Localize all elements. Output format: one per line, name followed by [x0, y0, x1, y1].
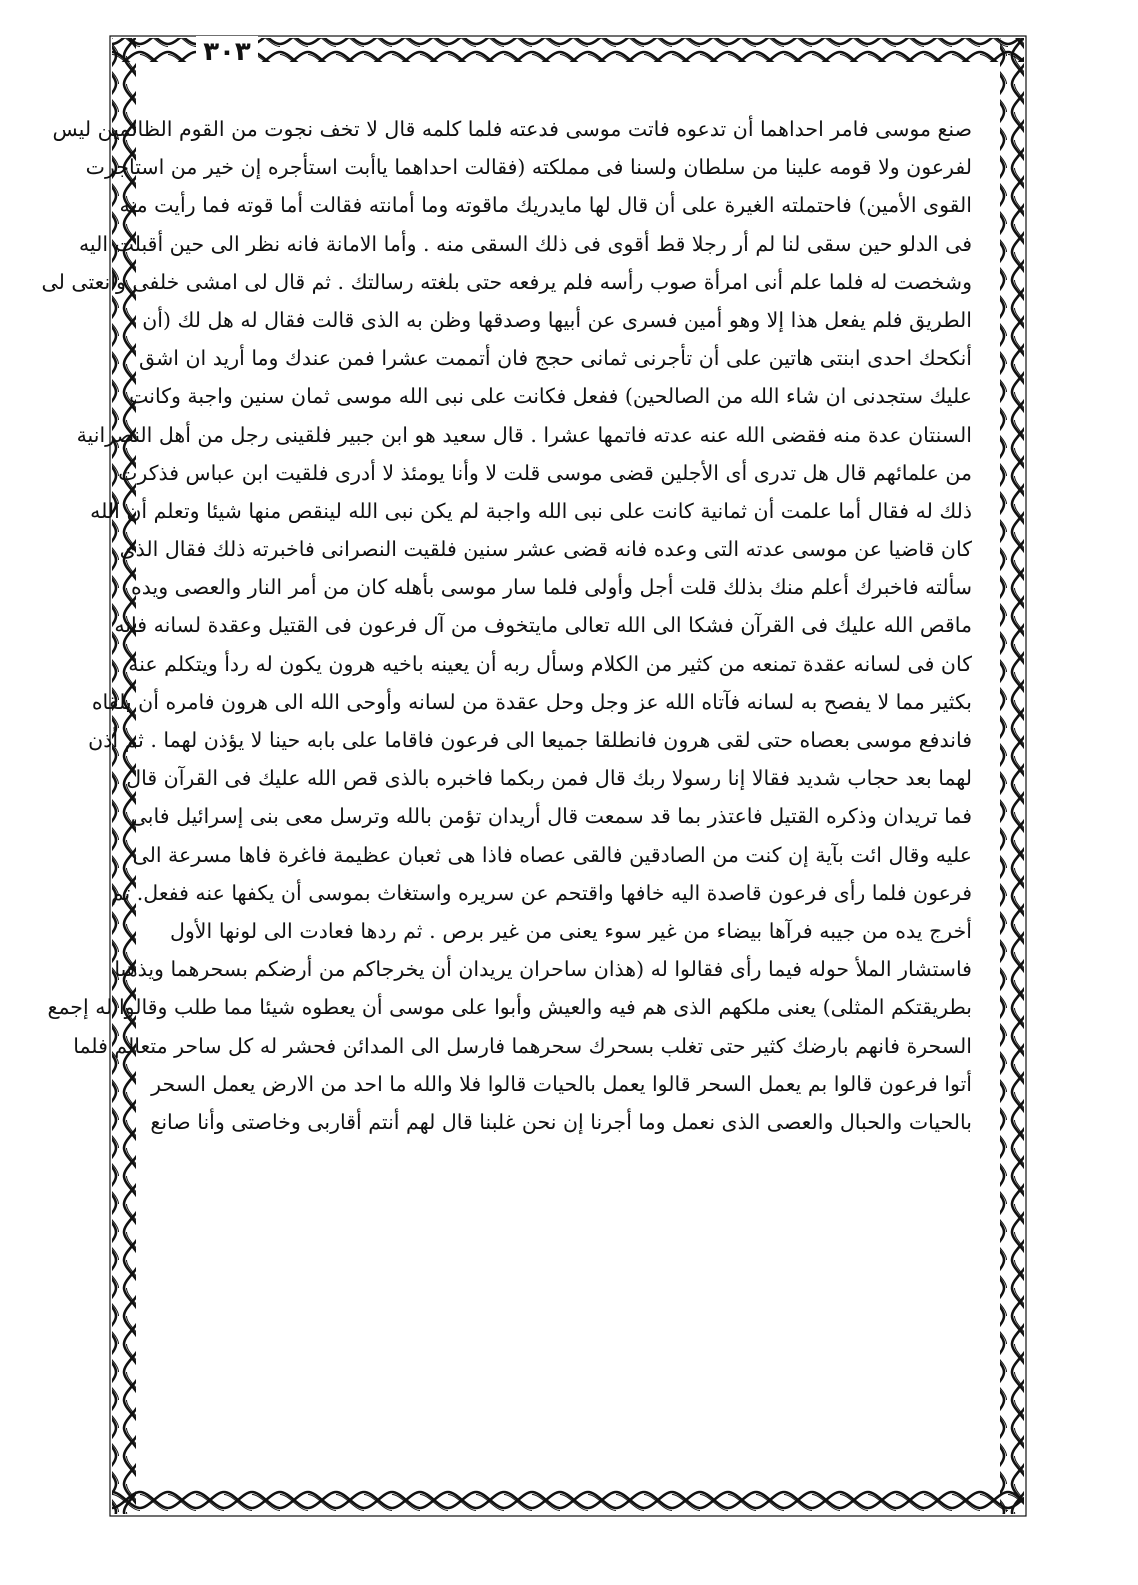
text-line: عليك ستجدنى ان شاء الله من الصالحين) ففعل فكانت على نبى الله موسى ثمان سنين واجبة وكانت [129, 384, 972, 409]
text-line: فى الدلو حين سقى لنا لم أر رجلا قط أقوى فى ذلك السقى منه . وأما الامانة فانه نظر الى حين أقبلت اليه [78, 231, 972, 256]
text-body [41, 110, 972, 1485]
text-line: فرعون فلما رأى فرعون قاصدة اليه خافها واقتحم عن سريره واستغاث بموسى أن يكفها عنه ففعل. ثم [110, 880, 972, 905]
text-line: عليه وقال ائت بآية إن كنت من الصادقين فالقى عصاه فاذا هى ثعبان عظيمة فاغرة فاها مسرعة الى [132, 842, 972, 867]
text-line: بكثير مما لا يفصح به لسانه فآتاه الله عز وجل وحل عقدة من لسانه وأوحى الله الى هرون فامره أن يلقاه [91, 689, 972, 714]
text-line: من علمائهم قال هل تدرى أى الأجلين قضى موسى قلت لا وأنا يومئذ لا أدرى فلقيت ابن عباس فذكرت [118, 460, 972, 485]
text-line: السنتان عدة منه فقضى الله عنه عدته فاتمها عشرا . قال سعيد هو ابن جبير فلقينى رجل من أهل النصرانية [76, 422, 972, 447]
text-line: الطريق فلم يفعل هذا إلا وهو أمين فسرى عن أبيها وصدقها وظن به الذى قالت فقال له هل لك (أن [142, 307, 972, 332]
text-line: السحرة فانهم بارضك كثير حتى تغلب بسحرك سحرهما فارسل الى المدائن فحشر له كل ساحر متعالم فلما [73, 1033, 972, 1058]
text-line: فاستشار الملأ حوله فيما رأى فقالوا له (هذان ساحران يريدان أن يخرجاكم من أرضكم بسحرهما ويذهبا [114, 957, 972, 982]
text-line: لهما بعد حجاب شديد فقالا إنا رسولا ربك قال فمن ربكما فاخبره بالذى قص الله عليك فى القرآن قال [126, 766, 972, 791]
text-line: فاندفع موسى بعصاه حتى لقى هرون فانطلقا جميعا الى فرعون فاقاما على بابه حينا لا يؤذن لهما . ثم أذن [88, 728, 972, 752]
text-line: بالحيات والحبال والعصى الذى نعمل وما أجرنا إن نحن غلبنا قال لهم أنتم أقاربى وخاصتى وأنا صانع [150, 1109, 972, 1134]
text-line: أنكحك احدى ابنتى هاتين على أن تأجرنى ثمانى حجج فان أتممت عشرا فمن عندك وما أريد ان اشق [138, 346, 972, 371]
text-line: لفرعون ولا قومه علينا من سلطان ولسنا فى مملكته (فقالت احداهما ياأبت استأجره إن خير من استاجرت [85, 155, 972, 180]
text-line: ماقص الله عليك فى القرآن فشكا الى الله تعالى مايتخوف من آل فرعون فى القتيل وعقدة لسانه فانه [114, 613, 972, 638]
text-line: صنع موسى فامر احداهما أن تدعوه فاتت موسى فدعته فلما كلمه قال لا تخف نجوت من القوم الظالمين ليس [52, 117, 972, 141]
page-number: ٣٠٣ [196, 36, 258, 68]
text-line: كان قاضيا عن موسى عدته التى وعده فانه قضى عشر سنين فلقيت النصرانى فاخبرته ذلك فقال الذى [119, 537, 972, 562]
text-line: القوى الأمين) فاحتملته الغيرة على أن قال لها مايدريك ماقوته وما أمانته فقالت أما قوته فما رأيت منه [119, 193, 972, 218]
text-line: كان فى لسانه عقدة تمنعه من كثير من الكلام وسأل ربه أن يعينه باخيه هرون يكون له ردأ ويتكلم عنه [128, 651, 972, 676]
text-line: أخرج يده من جيبه فرآها بيضاء من غير سوء يعنى من غير برص . ثم ردها فعادت الى لونها الأول [170, 918, 972, 943]
border-bottom [112, 1490, 1024, 1514]
text-line: بطريقتكم المثلى) يعنى ملكهم الذى هم فيه والعيش وأبوا على موسى أن يعطوه شيئا مما طلب وقالوا له إجمع [47, 995, 972, 1020]
text-line: ذلك له فقال أما علمت أن ثمانية كانت على نبى الله واجبة لم يكن نبى الله لينقص منها شيئا وتعلم أن الله [90, 498, 972, 523]
border-right [1000, 38, 1024, 1514]
text-line: أتوا فرعون قالوا بم يعمل السحر قالوا يعمل بالحيات قالوا فلا والله ما احد من الارض يعمل السحر [151, 1071, 972, 1096]
text-line: سألته فاخبرك أعلم منك بذلك قلت أجل وأولى فلما سار موسى بأهله كان من أمر النار والعصى ويده [131, 575, 972, 600]
text-line: وشخصت له فلما علم أنى امرأة صوب رأسه فلم يرفعه حتى بلغته رسالتك . ثم قال لى امشى خلفى وانعتى لى [41, 269, 972, 294]
text-line: فما تريدان وذكره القتيل فاعتذر بما قد سمعت قال أريدان تؤمن بالله وترسل معى بنى إسرائيل فابى [130, 804, 972, 829]
